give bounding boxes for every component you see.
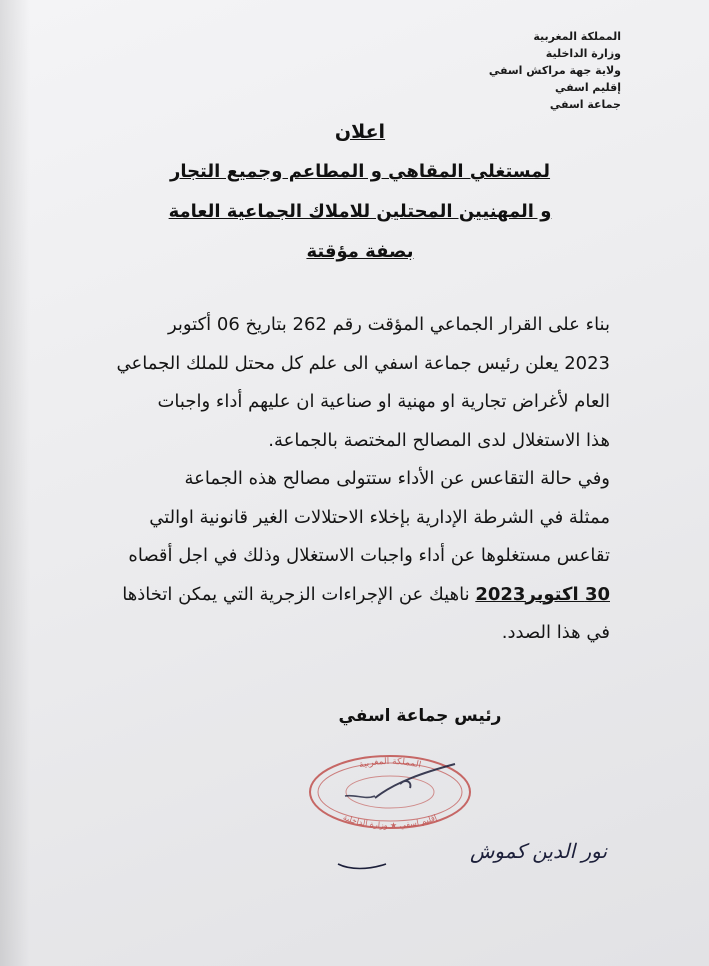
body-line: في هذا الصدد. [501,622,610,643]
body-line: هذا الاستغلال لدى المصالح المختصة بالجماعة. [268,429,610,451]
body-line: وفي حالة التقاعس عن الأداء ستتولى مصالح هذه الجماعة [184,468,610,489]
body-line: بناء على القرار الجماعي المؤقت رقم 262 بتاريخ 06 أكتوبر [167,314,610,335]
letterhead-line: جماعة اسفي [549,98,621,111]
letterhead-line: ولاية جهة مراكش اسفي [488,64,621,77]
body-line-deadline [110,576,610,615]
deadline-date: 30 اكتوبر2023 [475,583,610,605]
announcement-heading: اعلان [334,121,386,143]
body-line: تقاعس مستغلوها عن أداء واجبات الاستغلال وذلك في اجل أقصاه [128,545,610,566]
body-text: ناهيك عن الإجراءات الزجرية التي يمكن اتخاذها [122,583,476,605]
announcement-titles [150,112,570,272]
announcement-subtitle: و المهنيين المحتلين للاملاك الجماعية العامة [168,201,552,222]
handwritten-signature [320,820,608,880]
announcement-subtitle: لمستغلي المقاهي و المطاعم وجميع التجار [169,161,551,182]
stamp-text-top: المملكة المغربية [358,756,423,771]
body-line: 2023 يعلن رئيس جماعة اسفي الى علم كل محتل للملك الجماعي [116,352,610,374]
announcement-subtitle: بصفة مؤقتة [306,241,414,262]
svg-text:المملكة المغربية [358,757,422,771]
body-line: العام لأغراض تجارية او مهنية او صناعية ان عليهم أداء واجبات [157,391,610,412]
page-shadow [0,0,30,966]
signed-name: نور الدين كموش [470,839,608,863]
signatory-title: رئيس جماعة اسفي [338,706,502,726]
letterhead [489,28,621,113]
announcement-body [110,306,610,653]
letterhead-line: إقليم اسفي [554,81,621,94]
letterhead-line: المملكة المغربية [533,30,621,43]
letterhead-line: وزارة الداخلية [545,47,621,60]
stamp-text-bottom: إقليم اسفي ★ وزارة الداخلية [341,812,439,831]
body-line: ممثلة في الشرطة الإدارية بإخلاء الاحتلالات الغير قانونية اوالتي [149,506,610,528]
